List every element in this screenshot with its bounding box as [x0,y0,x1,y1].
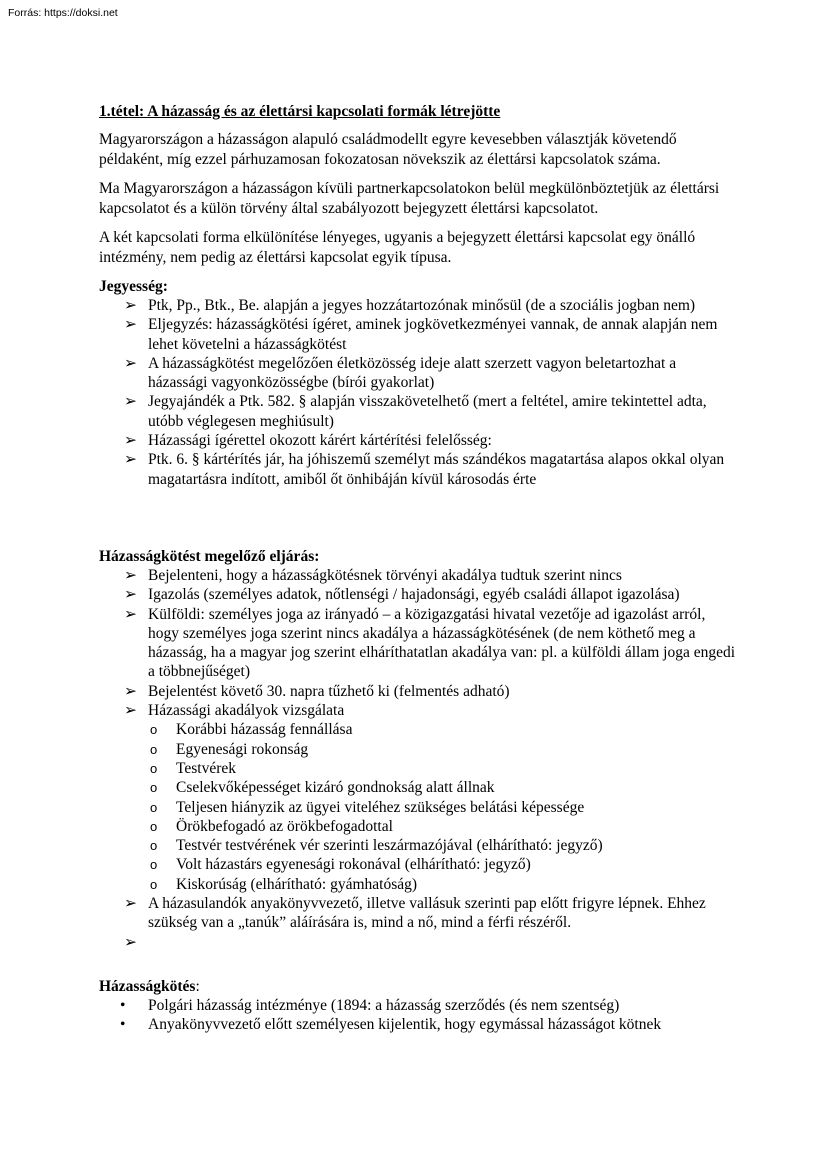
dot-bullet-icon: • [120,1016,126,1034]
arrow-bullet-icon: ➢ [124,933,137,951]
list-item: ➢ Házassági ígérettel okozott kárért kártérítési felelősség: [124,432,492,450]
list-item: ➢ Igazolás (személyes adatok, nőtlenségi / hajadonsági, egyéb családi állapot igazolása) [124,586,680,604]
sublist-item: o Korábbi házasság fennállása [150,721,353,739]
eljaras-list-continued [99,894,739,952]
sublist-item: o Testvér testvérének vér szerinti leszármazójával (elhárítható: jegyző) [150,837,603,855]
dot-bullet-icon: • [120,996,126,1014]
list-item: ➢ Ptk. 6. § kártérítés jár, ha jóhiszemű személyt más szándékos magatartása alapos okkal olyan magatartásra indított, amiből őt önhibáján kívül károsodás érte [124,451,725,488]
list-item: ➢ A házasulandók anyakönyvvezető, illetve vallásuk szerinti pap előtt frigyre lépnek. Ehhez szükség van a „tanúk” aláírására is, mind a nő, mind a férfi részéről. [124,895,706,932]
arrow-bullet-icon: ➢ [124,605,137,623]
list-item: ➢ Ptk, Pp., Btk., Be. alapján a jegyes hozzátartozónak minősül (de a szociális jogban nem) [124,297,696,314]
circle-bullet-icon: o [150,857,158,873]
section-heading-jegyesseg: Jegyesség: [99,278,168,295]
list-item: ➢ Külföldi: személyes joga az irányadó – a közigazgatási hivatal vezetője ad igazolást arról, hogy személyes joga szerint nincs akadálya a házasságkötésének (de nem köthető meg a házasság, ha a magyar jog szerint elháríthatatlan akadálya van: pl. a külföldi állam joga engedi a többnejűséget) [124,605,736,681]
arrow-bullet-icon: ➢ [124,354,137,372]
arrow-bullet-icon: ➢ [124,895,137,913]
arrow-bullet-icon: ➢ [124,702,137,720]
list-item: ➢ Eljegyzés: házasságkötési ígéret, aminek jogkövetkezményei vannak, de annak alapján nem lehet követelni a házasságkötést [124,316,718,353]
eljaras-list [99,566,739,720]
list-item: ➢ Bejelenteni, hogy a házasságkötésnek törvényi akadálya tudtuk szerint nincs [124,566,622,584]
arrow-bullet-icon: ➢ [124,316,137,334]
circle-bullet-icon: o [150,799,158,815]
circle-bullet-icon: o [150,722,158,738]
arrow-bullet-icon: ➢ [124,586,137,604]
akadalyok-sublist [99,720,739,894]
paragraph: Magyarországon a házasságon alapuló családmodellt egyre kevesebben választják követendő példaként, míg ezzel párhuzamosan fokozatosan növekszik az élettársi kapcsolatok száma. [99,131,677,168]
paragraph: A két kapcsolati forma elkülönítése lényeges, ugyanis a bejegyzett élettársi kapcsolat egy önálló intézmény, nem pedig az élettársi kapcsolat egyik típusa. [99,229,696,266]
circle-bullet-icon: o [150,876,158,892]
arrow-bullet-icon: ➢ [124,297,137,314]
section-heading-eljaras: Házasságkötést megelőző eljárás: [99,547,320,565]
list-item: • Anyakönyvvezető előtt személyesen kijelentik, hogy egymással házasságot kötnek [120,1016,662,1034]
section-heading-hazassagkotes: Házasságkötés: [99,977,200,995]
circle-bullet-icon: o [150,741,158,757]
sublist-item: o Örökbefogadó az örökbefogadottal [150,817,393,835]
arrow-bullet-icon: ➢ [124,451,137,469]
sublist-item: o Teljesen hiányzik az ügyei viteléhez szükséges belátási képessége [150,798,585,816]
list-item: • Polgári házasság intézménye (1894: a házasság szerződés (és nem szentség) [120,996,620,1014]
sublist-item: o Egyenesági rokonság [150,740,309,758]
paragraph: Ma Magyarországon a házasságon kívüli partnerkapcsolatokon belül megkülönböztetjük az élettársi kapcsolatot és a külön törvény által szabályozott bejegyzett élettársi kapcsolatot. [99,180,720,217]
circle-bullet-icon: o [150,780,158,796]
circle-bullet-icon: o [150,818,158,834]
list-item: ➢ A házasságkötést megelőzően életközösség ideje alatt szerzett vagyon beletartozhat a házassági vagyonközösségbe (bírói gyakorlat) [124,354,677,392]
arrow-bullet-icon: ➢ [124,393,137,411]
sublist-item: o Volt házastárs egyenesági rokonával (elhárítható: jegyző) [150,856,531,874]
sublist-item: o Kiskorúság (elhárítható: gyámhatóság) [150,875,418,893]
circle-bullet-icon: o [150,838,158,854]
jegyesseg-list [99,296,739,489]
sublist-item: o Testvérek [150,759,237,777]
hazassagkotes-list [99,996,739,1035]
arrow-bullet-icon: ➢ [124,682,137,700]
list-item-empty [124,933,739,952]
list-item: ➢ Házassági akadályok vizsgálata [124,702,345,720]
circle-bullet-icon: o [150,760,158,776]
list-item: ➢ Bejelentést követő 30. napra tűzhető ki (felmentés adható) [124,682,510,700]
list-item: ➢ Jegyajándék a Ptk. 582. § alapján visszakövetelhető (mert a feltétel, amire tekintettel adta, utóbb véglegesen meghiúsult) [124,393,707,430]
arrow-bullet-icon: ➢ [124,432,137,450]
arrow-bullet-icon: ➢ [124,566,137,584]
source-label: Forrás: https://doksi.net [8,7,118,19]
document-page [99,102,739,1035]
document-title: 1.tétel: A házasság és az élettársi kapcsolati formák létrejötte [99,103,501,120]
sublist-item: o Cselekvőképességet kizáró gondnokság alatt állnak [150,779,495,797]
